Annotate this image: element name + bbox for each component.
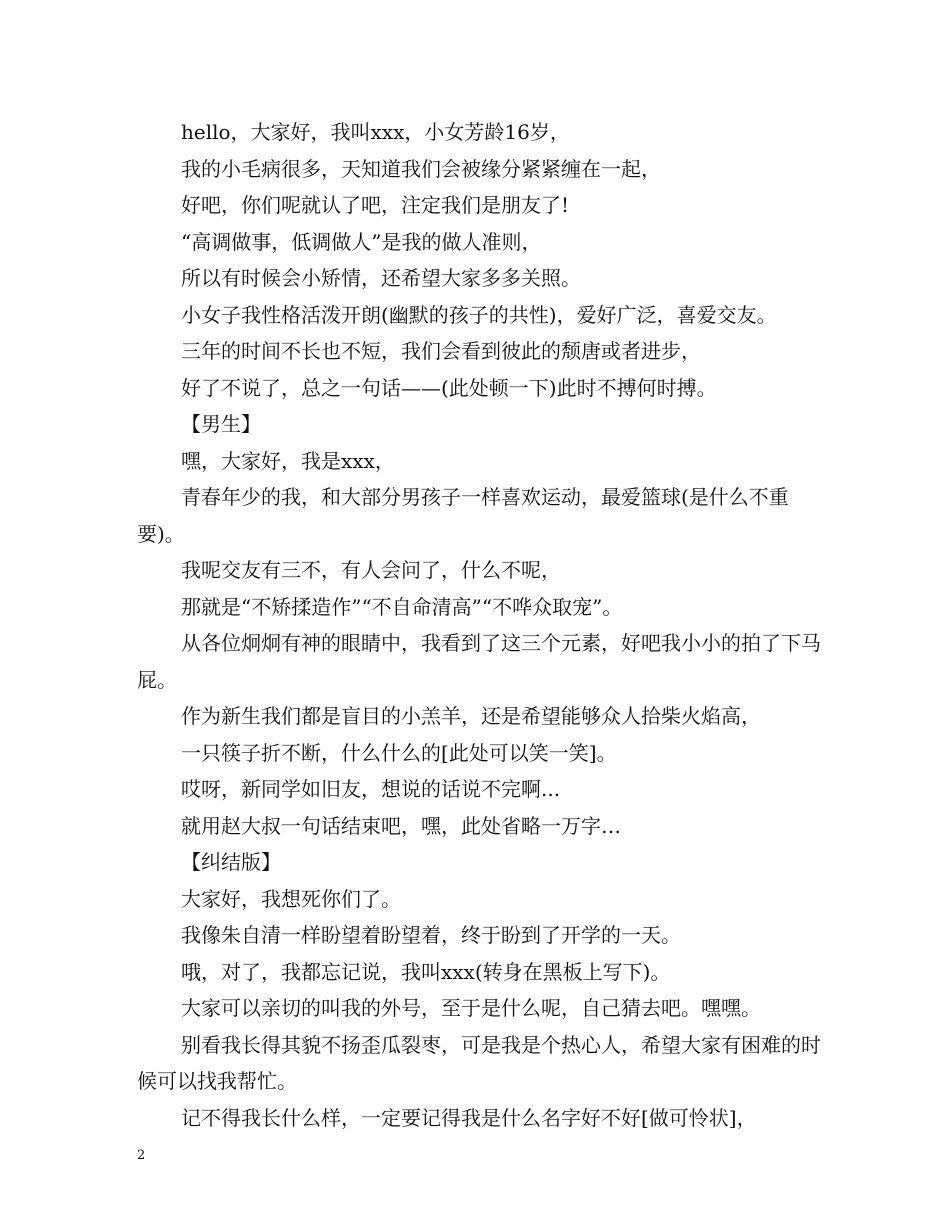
section-heading-boys: 【男生】 bbox=[181, 412, 261, 436]
paragraph: 我呢交友有三不，有人会问了，什么不呢， bbox=[181, 558, 561, 582]
section-heading-tangled: 【纠结版】 bbox=[181, 850, 281, 874]
paragraph: 好了不说了，总之一句话——(此处顿一下)此时不搏何时搏。 bbox=[181, 375, 717, 400]
paragraph: 大家可以亲切的叫我的外号，至于是什么呢，自己猜去吧。嘿嘿。 bbox=[181, 996, 761, 1020]
paragraph: 所以有时候会小矫情，还希望大家多多关照。 bbox=[181, 266, 581, 290]
paragraph: “高调做事，低调做人”是我的做人准则， bbox=[181, 229, 542, 254]
paragraph: 三年的时间不长也不短，我们会看到彼此的颓唐或者进步， bbox=[181, 339, 701, 363]
paragraph: 大家好，我想死你们了。 bbox=[181, 886, 401, 911]
paragraph: hello，大家好，我叫xxx，小女芳龄16岁， bbox=[181, 120, 570, 144]
page-number: 2 bbox=[137, 1148, 146, 1163]
paragraph: 我像朱自清一样盼望着盼望着，终于盼到了开学的一天。 bbox=[181, 923, 681, 947]
paragraph: 就用赵大叔一句话结束吧，嘿，此处省略一万字… bbox=[181, 813, 621, 838]
paragraph: 作为新生我们都是盲目的小羔羊，还是希望能够众人拾柴火焰高， bbox=[181, 704, 761, 728]
paragraph: 记不得我长什么样，一定要记得我是什么名字好不好[做可怜状]， bbox=[181, 1105, 757, 1130]
paragraph: 一只筷子折不断，什么什么的[此处可以笑一笑]。 bbox=[181, 740, 617, 765]
paragraph: 别看我长得其貌不扬歪瓜裂枣，可是我是个热心人，希望大家有困难的时候可以找我帮忙。 bbox=[137, 1032, 821, 1093]
paragraph: 哎呀，新同学如旧友，想说的话说不完啊... bbox=[181, 777, 561, 801]
paragraph: 我的小毛病很多，天知道我们会被缘分紧紧缠在一起， bbox=[181, 156, 661, 181]
paragraph: 哦，对了，我都忘记说，我叫xxx(转身在黑板上写下)。 bbox=[181, 959, 671, 984]
paragraph: 从各位炯炯有神的眼睛中，我看到了这三个元素，好吧我小小的拍了下马屁。 bbox=[137, 631, 821, 692]
paragraph: 嘿，大家好，我是xxx， bbox=[181, 448, 395, 473]
paragraph: 那就是“不矫揉造作”“不自命清高”“不哗众取宠”。 bbox=[181, 594, 623, 619]
paragraph: 小女子我性格活泼开朗(幽默的孩子的共性)，爱好广泛，喜爱交友。 bbox=[181, 302, 777, 327]
paragraph: 好吧，你们呢就认了吧，注定我们是朋友了! bbox=[181, 193, 570, 217]
paragraph: 青春年少的我，和大部分男孩子一样喜欢运动，最爱篮球(是什么不重要)。 bbox=[137, 485, 789, 546]
document-body bbox=[137, 114, 827, 1136]
